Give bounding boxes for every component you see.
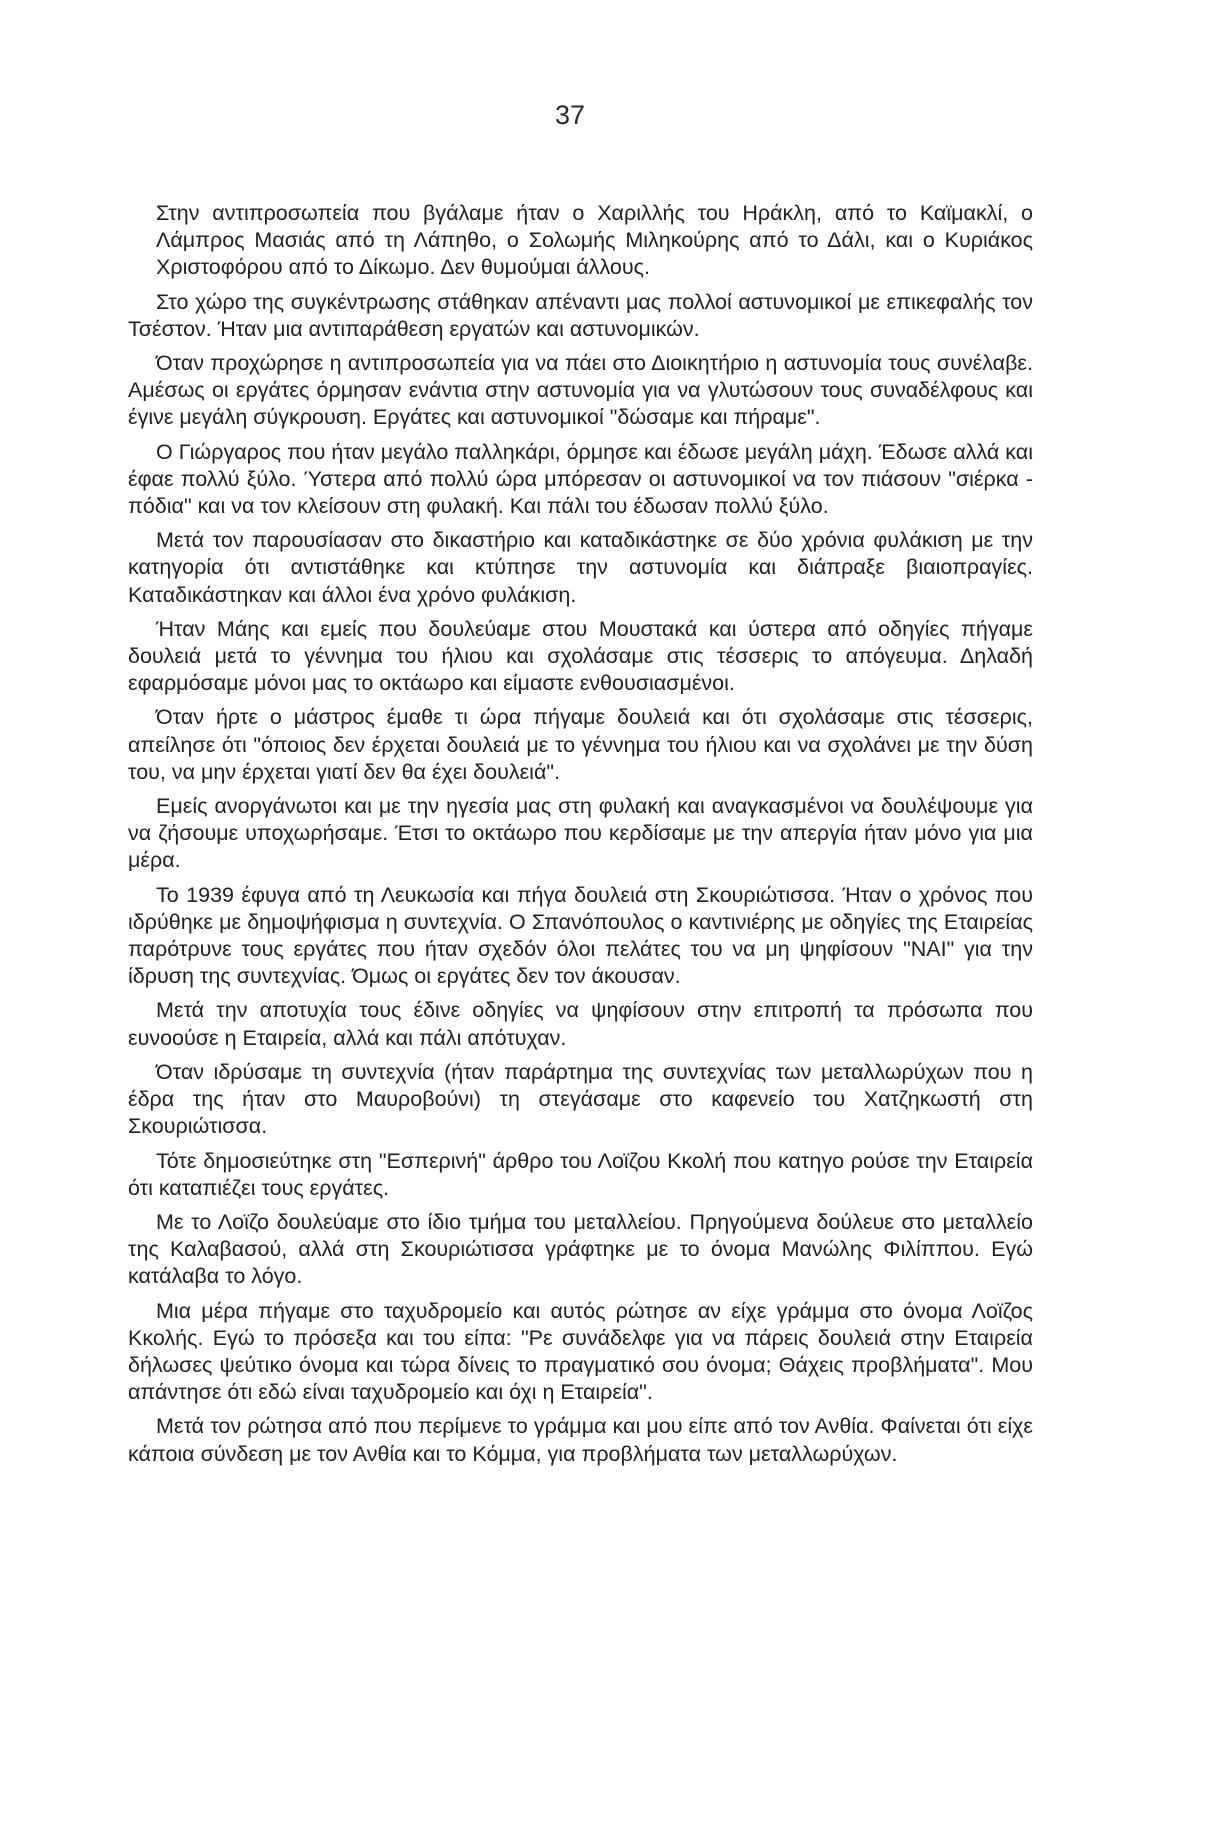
paragraph: Το 1939 έφυγα από τη Λευκωσία και πήγα δουλειά στη Σκουριώτισσα. Ήταν ο χρόνος που ιδρύθηκε με δημοψήφισμα η συντεχνία. Ο Σπανόπουλος ο καντινιέρης με οδηγίες της Εταιρείας παρότρυνε τους εργάτες που ήταν σχεδόν όλοι πελάτες του να μη ψηφίσουν "ΝΑΙ" για την ίδρυση της συντεχνίας. Όμως οι εργάτες δεν τον άκουσαν. (128, 882, 1033, 989)
paragraph: Με το Λοϊζο δουλεύαμε στο ίδιο τμήμα του μεταλλείου. Πρηγούμενα δούλευε στο μεταλλείο της Καλαβασού, αλλά στη Σκουριώτισσα γράφτηκε με το όνομα Μανώλης Φιλίππου. Εγώ κατάλαβα το λόγο. (128, 1209, 1033, 1289)
paragraph: Μια μέρα πήγαμε στο ταχυδρομείο και αυτός ρώτησε αν είχε γράμμα στο όνομα Λοϊζος Κκολής. Εγώ το πρόσεξα και του είπα: "Ρε συνάδελφε για να πάρεις δουλειά στην Εταιρεία δήλωσες ψεύτικο όνομα και τώρα δίνεις το πραγματικό σου όνομα; Θάχεις προβλήματα". Μου απάντησε ότι εδώ είναι ταχυδρομείο και όχι η Εταιρεία". (128, 1298, 1033, 1405)
paragraph: Όταν προχώρησε η αντιπροσωπεία για να πάει στο Διοικητήριο η αστυνομία τους συνέλαβε. Αμέσως οι εργάτες όρμησαν ενάντια στην αστυνομία για να γλυτώσουν τους συναδέλφους και έγινε μεγάλη σύγκρουση. Εργάτες και αστυνομικοί "δώσαμε και πήραμε". (128, 351, 1033, 430)
paragraph: Ο Γιώργαρος που ήταν μεγάλο παλληκάρι, όρμησε και έδωσε μεγάλη μάχη. Έδωσε αλλά και έφαε πολλύ ξύλο. Ύστερα από πολλύ ώρα μπόρεσαν οι αστυνομικοί να τον πιάσουν "σιέρκα - πόδια" και να τον κλείσουν στη φυλακή. Και πάλι του έδωσαν πολλύ ξύλο. (128, 439, 1033, 519)
text-body (128, 200, 1033, 1475)
paragraph: Στην αντιπροσωπεία που βγάλαμε ήταν ο Χαριλλής του Ηράκλη, από το Καϊμακλί, ο Λάμπρος Μασιάς από τη Λάπηθο, ο Σολωμής Μιληκούρης από το Δάλι, και ο Κυριάκος Χριστοφόρου από το Δίκωμο. Δεν θυμούμαι άλλους. (156, 201, 1033, 280)
paragraph: Εμείς ανοργάνωτοι και με την ηγεσία μας στη φυλακή και αναγκασμένοι να δουλέψουμε για να ζήσουμε υποχωρήσαμε. Έτσι το οκτάωρο που κερδίσαμε με την απεργία ήταν μόνο για μια μέρα. (128, 794, 1033, 873)
paragraph: Ήταν Μάης και εμείς που δουλεύαμε στου Μουστακά και ύστερα από οδηγίες πήγαμε δουλειά μετά το γέννημα του ήλιου και σχολάσαμε στις τέσσερις το απόγευμα. Δηλαδή εφαρμόσαμε μόνοι μας το οκτάωρο και είμαστε ενθουσιασμένοι. (128, 616, 1033, 696)
paragraph: Μετά τον παρουσίασαν στο δικαστήριο και καταδικάστηκε σε δύο χρόνια φυλάκιση με την κατηγορία ότι αντιστάθηκε και κτύπησε την αστυνομία και διάπραξε βιαιοπραγίες. Καταδικάστηκαν και άλλοι ένα χρόνο φυλάκιση. (128, 528, 1033, 607)
paragraph: Μετά τον ρώτησα από που περίμενε το γράμμα και μου είπε από τον Ανθία. Φαίνεται ότι είχε κάποια σύνδεση με τον Ανθία και το Κόμμα, για προβλήματα των μεταλλωρύχων. (128, 1414, 1033, 1466)
paragraph: Τότε δημοσιεύτηκε στη "Εσπερινή" άρθρο του Λοϊζου Κκολή που κατηγο ρούσε την Εταιρεία ότι καταπιέζει τους εργάτες. (128, 1148, 1033, 1200)
paragraph: Όταν ήρτε ο μάστρος έμαθε τι ώρα πήγαμε δουλειά και ότι σχολάσαμε στις τέσσερις, απείλησε ότι "όποιος δεν έρχεται δουλειά με το γέννημα του ήλιου και να σχολάνει με την δύση του, να μην έρχεται γιατί δεν θα έχει δουλειά". (128, 705, 1033, 784)
paragraph: Μετά την αποτυχία τους έδινε οδηγίες να ψηφίσουν στην επιτροπή τα πρόσωπα που ευνοούσε η Εταιρεία, αλλά και πάλι απότυχαν. (128, 998, 1033, 1050)
paragraph: Όταν ιδρύσαμε τη συντεχνία (ήταν παράρτημα της συντεχνίας των μεταλλωρύχων που η έδρα της ήταν στο Μαυροβούνι) τη στεγάσαμε στο καφενείο του Χατζηκωστή στη Σκουριώτισσα. (128, 1059, 1033, 1139)
paragraph: Στο χώρο της συγκέντρωσης στάθηκαν απέναντι μας πολλοί αστυνομικοί με επικεφαλής τον Τσέστον. Ήταν μια αντιπαράθεση εργατών και αστυνομικών. (128, 289, 1033, 341)
page-number: 37 (554, 100, 586, 130)
